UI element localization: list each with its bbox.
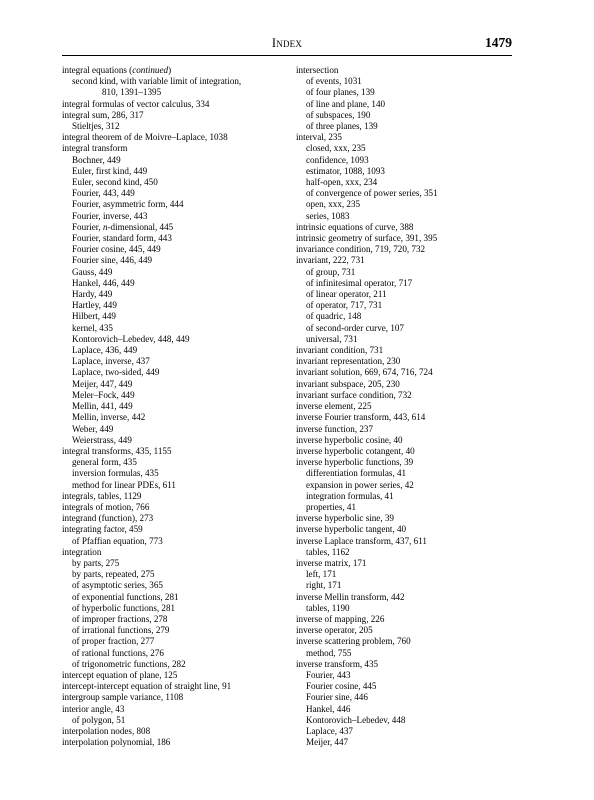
index-entry: integral transform xyxy=(62,143,128,154)
index-subentry: estimator, 1088, 1093 xyxy=(306,165,385,176)
header-title: Index xyxy=(271,36,303,50)
index-entry: integral formulas of vector calculus, 334 xyxy=(62,98,210,109)
index-entry: invariant surface condition, 732 xyxy=(296,389,412,400)
index-subentry: expansion in power series, 42 xyxy=(306,479,414,490)
index-subentry: half-open, xxx, 234 xyxy=(306,177,378,188)
index-entry: invariant representation, 230 xyxy=(296,356,401,367)
index-entry: integral sum, 286, 317 xyxy=(62,109,144,120)
index-entry: intercept equation of plane, 125 xyxy=(62,669,178,680)
index-entry: inverse of mapping, 226 xyxy=(296,613,385,624)
index-subentry: 810, 1391–1395 xyxy=(102,87,162,98)
index-entry: invariant, 222, 731 xyxy=(296,255,365,266)
index-subentry: properties, 41 xyxy=(306,501,357,512)
index-subentry: Fourier, n-dimensional, 445 xyxy=(72,221,174,232)
index-subentry: Stieltjes, 312 xyxy=(72,121,120,132)
running-header xyxy=(62,36,512,54)
index-subentry: inversion formulas, 435 xyxy=(72,468,159,479)
index-subentry: Fourier, standard form, 443 xyxy=(72,233,172,244)
index-entry: inverse Mellin transform, 442 xyxy=(296,591,405,602)
index-subentry: Meler–Fock, 449 xyxy=(72,389,135,400)
index-subentry: of polygon, 51 xyxy=(72,714,126,725)
index-subentry: Kontorovich–Lebedev, 448, 449 xyxy=(72,333,190,344)
index-subentry: Weber, 449 xyxy=(72,423,114,434)
header-rule xyxy=(62,55,512,56)
index-subentry: of improper fractions, 278 xyxy=(72,613,168,624)
index-entry: intrinsic equations of curve, 388 xyxy=(296,221,414,232)
index-subentry: Hartley, 449 xyxy=(72,300,117,311)
index-subentry: of hyperbolic functions, 281 xyxy=(72,602,176,613)
index-entry: inverse Fourier transform, 443, 614 xyxy=(296,412,426,423)
index-entry: invariant condition, 731 xyxy=(296,345,384,356)
index-subentry: Euler, first kind, 449 xyxy=(72,165,148,176)
index-entry: integration xyxy=(62,546,102,557)
index-subentry: Kontorovich–Lebedev, 448 xyxy=(306,714,406,725)
index-subentry: of infinitesimal operator, 717 xyxy=(306,277,413,288)
index-subentry: Euler, second kind, 450 xyxy=(72,177,158,188)
index-subentry: Fourier sine, 446 xyxy=(306,692,368,703)
index-subentry: series, 1083 xyxy=(306,210,350,221)
index-subentry: of exponential functions, 281 xyxy=(72,591,179,602)
index-subentry: of group, 731 xyxy=(306,266,356,277)
index-subentry: confidence, 1093 xyxy=(306,154,369,165)
index-subentry: closed, xxx, 235 xyxy=(306,143,366,154)
index-subentry: Fourier, 443 xyxy=(306,669,351,680)
index-subentry: Mellin, 441, 449 xyxy=(72,401,133,412)
index-entry: intercept-intercept equation of straight line, 91 xyxy=(62,681,232,692)
index-subentry: right, 171 xyxy=(306,580,342,591)
index-subentry: of four planes, 139 xyxy=(306,87,375,98)
index-subentry: Hankel, 446, 449 xyxy=(72,277,135,288)
index-subentry: by parts, 275 xyxy=(72,557,120,568)
index-subentry: Hilbert, 449 xyxy=(72,311,116,322)
index-subentry: of subspaces, 190 xyxy=(306,109,371,120)
index-subentry: left, 171 xyxy=(306,569,337,580)
index-subentry: Laplace, 437 xyxy=(306,725,353,736)
index-subentry: of three planes, 139 xyxy=(306,121,378,132)
index-subentry: of trigonometric functions, 282 xyxy=(72,658,186,669)
index-subentry: Hardy, 449 xyxy=(72,289,113,300)
index-subentry: Meijer, 447, 449 xyxy=(72,378,133,389)
index-subentry: of line and plane, 140 xyxy=(306,98,386,109)
index-entry: intergroup sample variance, 1108 xyxy=(62,692,184,703)
index-subentry: of proper fraction, 277 xyxy=(72,636,155,647)
index-entry: inverse transform, 435 xyxy=(296,658,379,669)
index-subentry: open, xxx, 235 xyxy=(306,199,361,210)
index-entry: integrals, tables, 1129 xyxy=(62,490,142,501)
index-subentry: of asymptotic series, 365 xyxy=(72,580,163,591)
index-subentry: tables, 1190 xyxy=(306,602,350,613)
index-subentry: by parts, repeated, 275 xyxy=(72,569,155,580)
index-subentry: of Pfaffian equation, 773 xyxy=(72,535,163,546)
index-entry: inverse hyperbolic cotangent, 40 xyxy=(296,445,415,456)
index-entry: integral equations (continued) xyxy=(62,65,172,75)
index-subentry: tables, 1162 xyxy=(306,546,350,557)
page-number: 1479 xyxy=(485,35,512,50)
index-subentry: of operator, 717, 731 xyxy=(306,300,383,311)
index-entry: inverse matrix, 171 xyxy=(296,557,367,568)
index-subentry: method for linear PDEs, 611 xyxy=(72,479,176,490)
index-subentry: of events, 1031 xyxy=(306,76,362,87)
index-subentry: second kind, with variable limit of integration, xyxy=(72,76,242,87)
index-subentry: integration formulas, 41 xyxy=(306,490,394,501)
index-subentry: Laplace, inverse, 437 xyxy=(72,356,150,367)
index-subentry: Laplace, 436, 449 xyxy=(72,345,138,356)
index-subentry: universal, 731 xyxy=(306,333,358,344)
index-subentry: Fourier, inverse, 443 xyxy=(72,210,148,221)
index-subentry: Fourier cosine, 445, 449 xyxy=(72,244,161,255)
index-entry: integral transforms, 435, 1155 xyxy=(62,445,172,456)
index-entry: integrals of motion, 766 xyxy=(62,501,150,512)
index-entry: integrand (function), 273 xyxy=(62,513,154,524)
index-entry: inverse hyperbolic cosine, 40 xyxy=(296,434,403,445)
index-entry: inverse operator, 205 xyxy=(296,625,373,636)
index-entry: intrinsic geometry of surface, 391, 395 xyxy=(296,233,438,244)
index-subentry: Weierstrass, 449 xyxy=(72,434,132,445)
index-entry: interval, 235 xyxy=(296,132,342,143)
index-subentry: of rational functions, 276 xyxy=(72,647,164,658)
index-subentry: of linear operator, 211 xyxy=(306,289,387,300)
index-subentry: general form, 435 xyxy=(72,457,137,468)
index-entry: inverse hyperbolic sine, 39 xyxy=(296,513,394,524)
index-subentry: differentiation formulas, 41 xyxy=(306,468,407,479)
index-subentry: Laplace, two-sided, 449 xyxy=(72,367,160,378)
index-entry: intersection xyxy=(296,65,339,75)
index-subentry: Mellin, inverse, 442 xyxy=(72,412,146,423)
index-subentry: Meijer, 447 xyxy=(306,737,349,748)
index-subentry: of quadric, 148 xyxy=(306,311,362,322)
index-subentry: Gauss, 449 xyxy=(72,266,113,277)
index-entry: interpolation polynomial, 186 xyxy=(62,737,171,748)
index-subentry: Fourier, 443, 449 xyxy=(72,188,135,199)
index-entry: interior angle, 43 xyxy=(62,703,125,714)
index-subentry: method, 755 xyxy=(306,647,352,658)
index-column-left xyxy=(62,65,282,748)
index-subentry: Fourier, asymmetric form, 444 xyxy=(72,199,184,210)
index-subentry: Bochner, 449 xyxy=(72,154,121,165)
index-subentry: kernel, 435 xyxy=(72,322,113,333)
index-subentry: Hankel, 446 xyxy=(306,703,351,714)
index-entry: interpolation nodes, 808 xyxy=(62,725,151,736)
index-entry: inverse hyperbolic functions, 39 xyxy=(296,457,414,468)
index-entry: inverse function, 237 xyxy=(296,423,374,434)
index-subentry: of convergence of power series, 351 xyxy=(306,188,438,199)
index-column-right xyxy=(296,65,512,748)
index-subentry: of second-order curve, 107 xyxy=(306,322,404,333)
index-entry: invariance condition, 719, 720, 732 xyxy=(296,244,426,255)
index-entry: integral theorem of de Moivre–Laplace, 1038 xyxy=(62,132,228,143)
index-entry: inverse element, 225 xyxy=(296,401,372,412)
index-entry: invariant solution, 669, 674, 716, 724 xyxy=(296,367,433,378)
index-entry: integrating factor, 459 xyxy=(62,524,143,535)
index-entry: invariant subspace, 205, 230 xyxy=(296,378,400,389)
index-subentry: Fourier sine, 446, 449 xyxy=(72,255,153,266)
index-entry: inverse scattering problem, 760 xyxy=(296,636,411,647)
index-entry: inverse hyperbolic tangent, 40 xyxy=(296,524,407,535)
index-subentry: of irrational functions, 279 xyxy=(72,625,170,636)
index-entry: inverse Laplace transform, 437, 611 xyxy=(296,535,427,546)
index-subentry: Fourier cosine, 445 xyxy=(306,681,377,692)
